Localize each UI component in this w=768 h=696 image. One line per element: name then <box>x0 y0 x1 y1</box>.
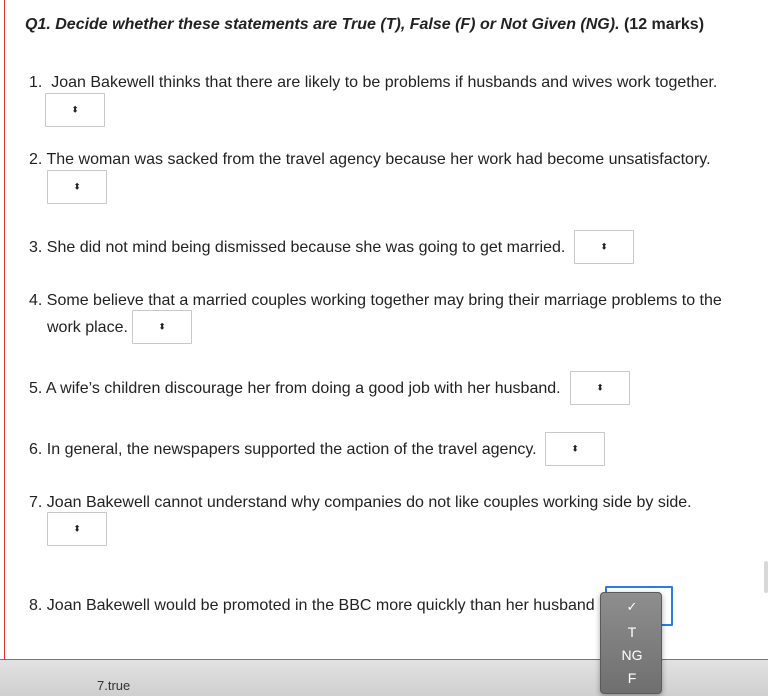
statement-6-text: In general, the newspapers supported the action of the travel agency. <box>46 441 537 458</box>
answer-select-6[interactable] <box>545 432 605 466</box>
dropdown-option-ng[interactable]: NG <box>621 647 643 663</box>
select-arrows-icon: ⬍ <box>596 382 604 393</box>
statement-5 <box>29 379 561 399</box>
statement-2 <box>29 150 711 170</box>
select-arrows-icon: ⬍ <box>71 104 79 115</box>
statement-1-text: Joan Bakewell thinks that there are likely to be problems if husbands and wives work together. <box>51 74 718 91</box>
scrollbar-thumb[interactable] <box>764 561 768 593</box>
select-arrows-icon: ⬍ <box>73 523 81 534</box>
answer-select-3[interactable] <box>574 230 634 264</box>
select-arrows-icon: ⬍ <box>571 443 579 454</box>
page-margin-line <box>4 0 5 660</box>
statement-1 <box>29 73 717 93</box>
dropdown-option-f[interactable]: F <box>627 670 637 686</box>
statement-5-number: 5. <box>29 380 43 397</box>
statement-4-number: 4. <box>29 292 43 309</box>
question-label: Q1. Decide whether these statements are True (T), False (F) or Not Given (NG). <box>25 16 620 33</box>
answer-dropdown-menu <box>600 592 662 694</box>
selected-checkmark-icon: ✓ <box>626 599 638 614</box>
dropdown-option-t[interactable]: T <box>627 624 637 640</box>
statement-8-text: Joan Bakewell would be promoted in the BBC more quickly than her husband <box>46 597 595 614</box>
statement-3 <box>29 238 565 258</box>
statement-4-continued: work place. <box>47 319 128 336</box>
statement-7 <box>29 493 692 513</box>
question-marks: (12 marks) <box>623 16 705 33</box>
statement-4-text: Some believe that a married couples working together may bring their marriage problems to the <box>46 292 722 309</box>
statement-6-number: 6. <box>29 441 43 458</box>
select-arrows-icon: ⬍ <box>73 181 81 192</box>
statement-2-number: 2. <box>29 151 43 168</box>
statement-1-number: 1. <box>29 74 43 91</box>
answer-select-7[interactable] <box>47 512 107 546</box>
statement-4 <box>29 291 722 311</box>
question-heading <box>25 16 704 34</box>
statement-3-text: She did not mind being dismissed because she was going to get married. <box>46 239 566 256</box>
select-arrows-icon: ⬍ <box>600 241 608 252</box>
bottom-status-label: 7.true <box>97 678 131 693</box>
statement-2-text: The woman was sacked from the travel agency because her work had become unsatisfactory. <box>46 151 711 168</box>
answer-select-1[interactable] <box>45 93 105 127</box>
statement-6 <box>29 440 537 460</box>
statement-8-number: 8. <box>29 597 43 614</box>
statement-8 <box>29 596 595 616</box>
answer-select-5[interactable] <box>570 371 630 405</box>
statement-5-text: A wife’s children discourage her from doing a good job with her husband. <box>45 380 561 397</box>
statement-3-number: 3. <box>29 239 43 256</box>
select-arrows-icon: ⬍ <box>158 321 166 332</box>
answer-select-4[interactable] <box>132 310 192 344</box>
answer-select-2[interactable] <box>47 170 107 204</box>
statement-7-number: 7. <box>29 494 43 511</box>
statement-7-text: Joan Bakewell cannot understand why companies do not like couples working side by side. <box>46 494 692 511</box>
